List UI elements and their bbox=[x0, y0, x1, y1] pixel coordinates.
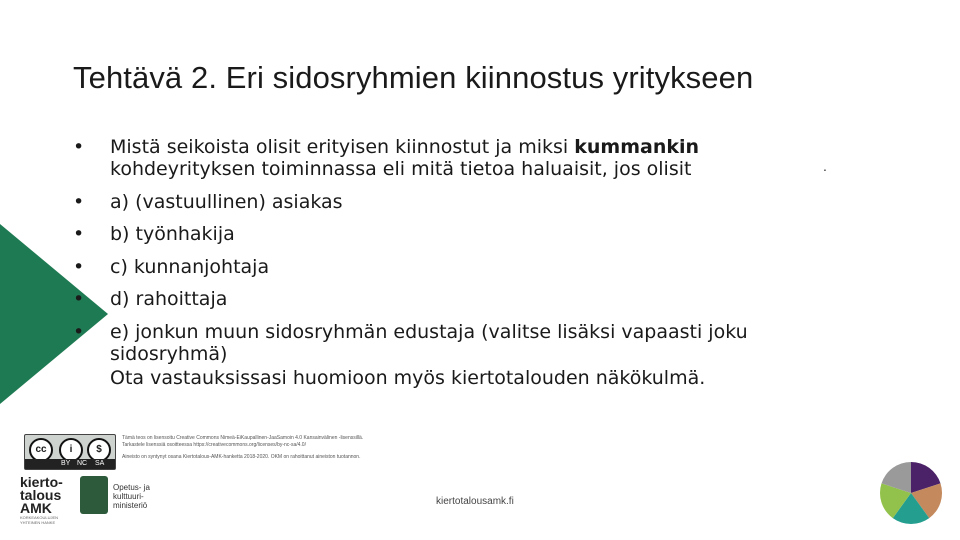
bullet-dot: • bbox=[73, 288, 85, 310]
bullet-text: d) rahoittaja bbox=[110, 288, 228, 310]
logo-line: kierto- bbox=[20, 474, 63, 490]
cc-nc-label: NC bbox=[77, 460, 88, 467]
bullet-list bbox=[73, 136, 833, 389]
bullet-text-suffix: kohdeyrityksen toiminnassa eli mitä tietoa haluaisit, jos olisit bbox=[110, 158, 692, 180]
license-text bbox=[122, 435, 372, 466]
bullet-dot: • bbox=[73, 255, 85, 278]
bullet-item bbox=[73, 321, 833, 365]
license-line: Tämä teos on lisensoitu Creative Commons Nimeä-EiKaupallinen-JaaSamoin 4.0 Kansainvälinen -lisenssillä. Tarkastele lisenssiä osoitteessa https://creativecommons.org/licenses/by-nc-sa/4.0/ bbox=[122, 435, 364, 448]
bullet-text: a) (vastuullinen) asiakas bbox=[110, 190, 343, 213]
slide-title: Tehtävä 2. Eri sidosryhmien kiinnostus yritykseen bbox=[73, 60, 754, 95]
bullet-item bbox=[73, 191, 833, 213]
bullet-item bbox=[73, 136, 833, 180]
stray-dot: . bbox=[823, 158, 827, 174]
bullet-item bbox=[73, 256, 833, 278]
license-line: Aineisto on syntynyt osana Kiertotalous-AMK-hanketta 2018-2020. OKM on rahoittanut aineiston tuotannon. bbox=[122, 454, 361, 460]
bullet-text: e) jonkun muun sidosryhmän edustaja (valitse lisäksi vapaasti joku sidosryhmä) bbox=[110, 320, 748, 365]
nc-icon: $ bbox=[87, 438, 111, 462]
bullet-dot: • bbox=[73, 190, 85, 213]
logo-line: AMK bbox=[20, 500, 52, 516]
bullet-dot: • bbox=[73, 223, 85, 245]
okm-line: kulttuuri- bbox=[113, 492, 144, 501]
cc-by-label: BY bbox=[61, 460, 71, 467]
pie-logo-icon bbox=[878, 460, 944, 526]
bullet-dot: • bbox=[73, 136, 85, 158]
cc-icon: cc bbox=[29, 438, 53, 462]
cc-license-badge bbox=[24, 434, 116, 470]
okm-line: Opetus- ja bbox=[113, 483, 150, 492]
kiertotalous-amk-logo bbox=[20, 476, 72, 525]
by-icon: i bbox=[59, 438, 83, 462]
bullet-text-bold: kummankin bbox=[574, 136, 700, 158]
logo-line: talous bbox=[20, 487, 62, 503]
okm-seal-icon bbox=[80, 476, 108, 514]
bullet-text: c) kunnanjohtaja bbox=[110, 255, 270, 278]
okm-line: ministeriö bbox=[113, 501, 148, 510]
site-url: kiertotalousamk.fi bbox=[436, 496, 514, 507]
bullet-item bbox=[73, 288, 833, 310]
cc-sa-label: SA bbox=[95, 460, 105, 467]
closing-note: Ota vastauksissasi huomioon myös kiertotalouden näkökulmä. bbox=[110, 366, 706, 389]
bullet-text: b) työnhakija bbox=[110, 223, 235, 245]
logo-subtext: KORKEAKOULUJEN YHTEINEN HANKE bbox=[20, 515, 59, 525]
bullet-dot: • bbox=[73, 320, 85, 343]
okm-logo-text bbox=[113, 483, 173, 510]
bullet-text-prefix: Mistä seikoista olisit erityisen kiinnostut ja miksi bbox=[110, 136, 575, 158]
bullet-item bbox=[73, 223, 833, 245]
